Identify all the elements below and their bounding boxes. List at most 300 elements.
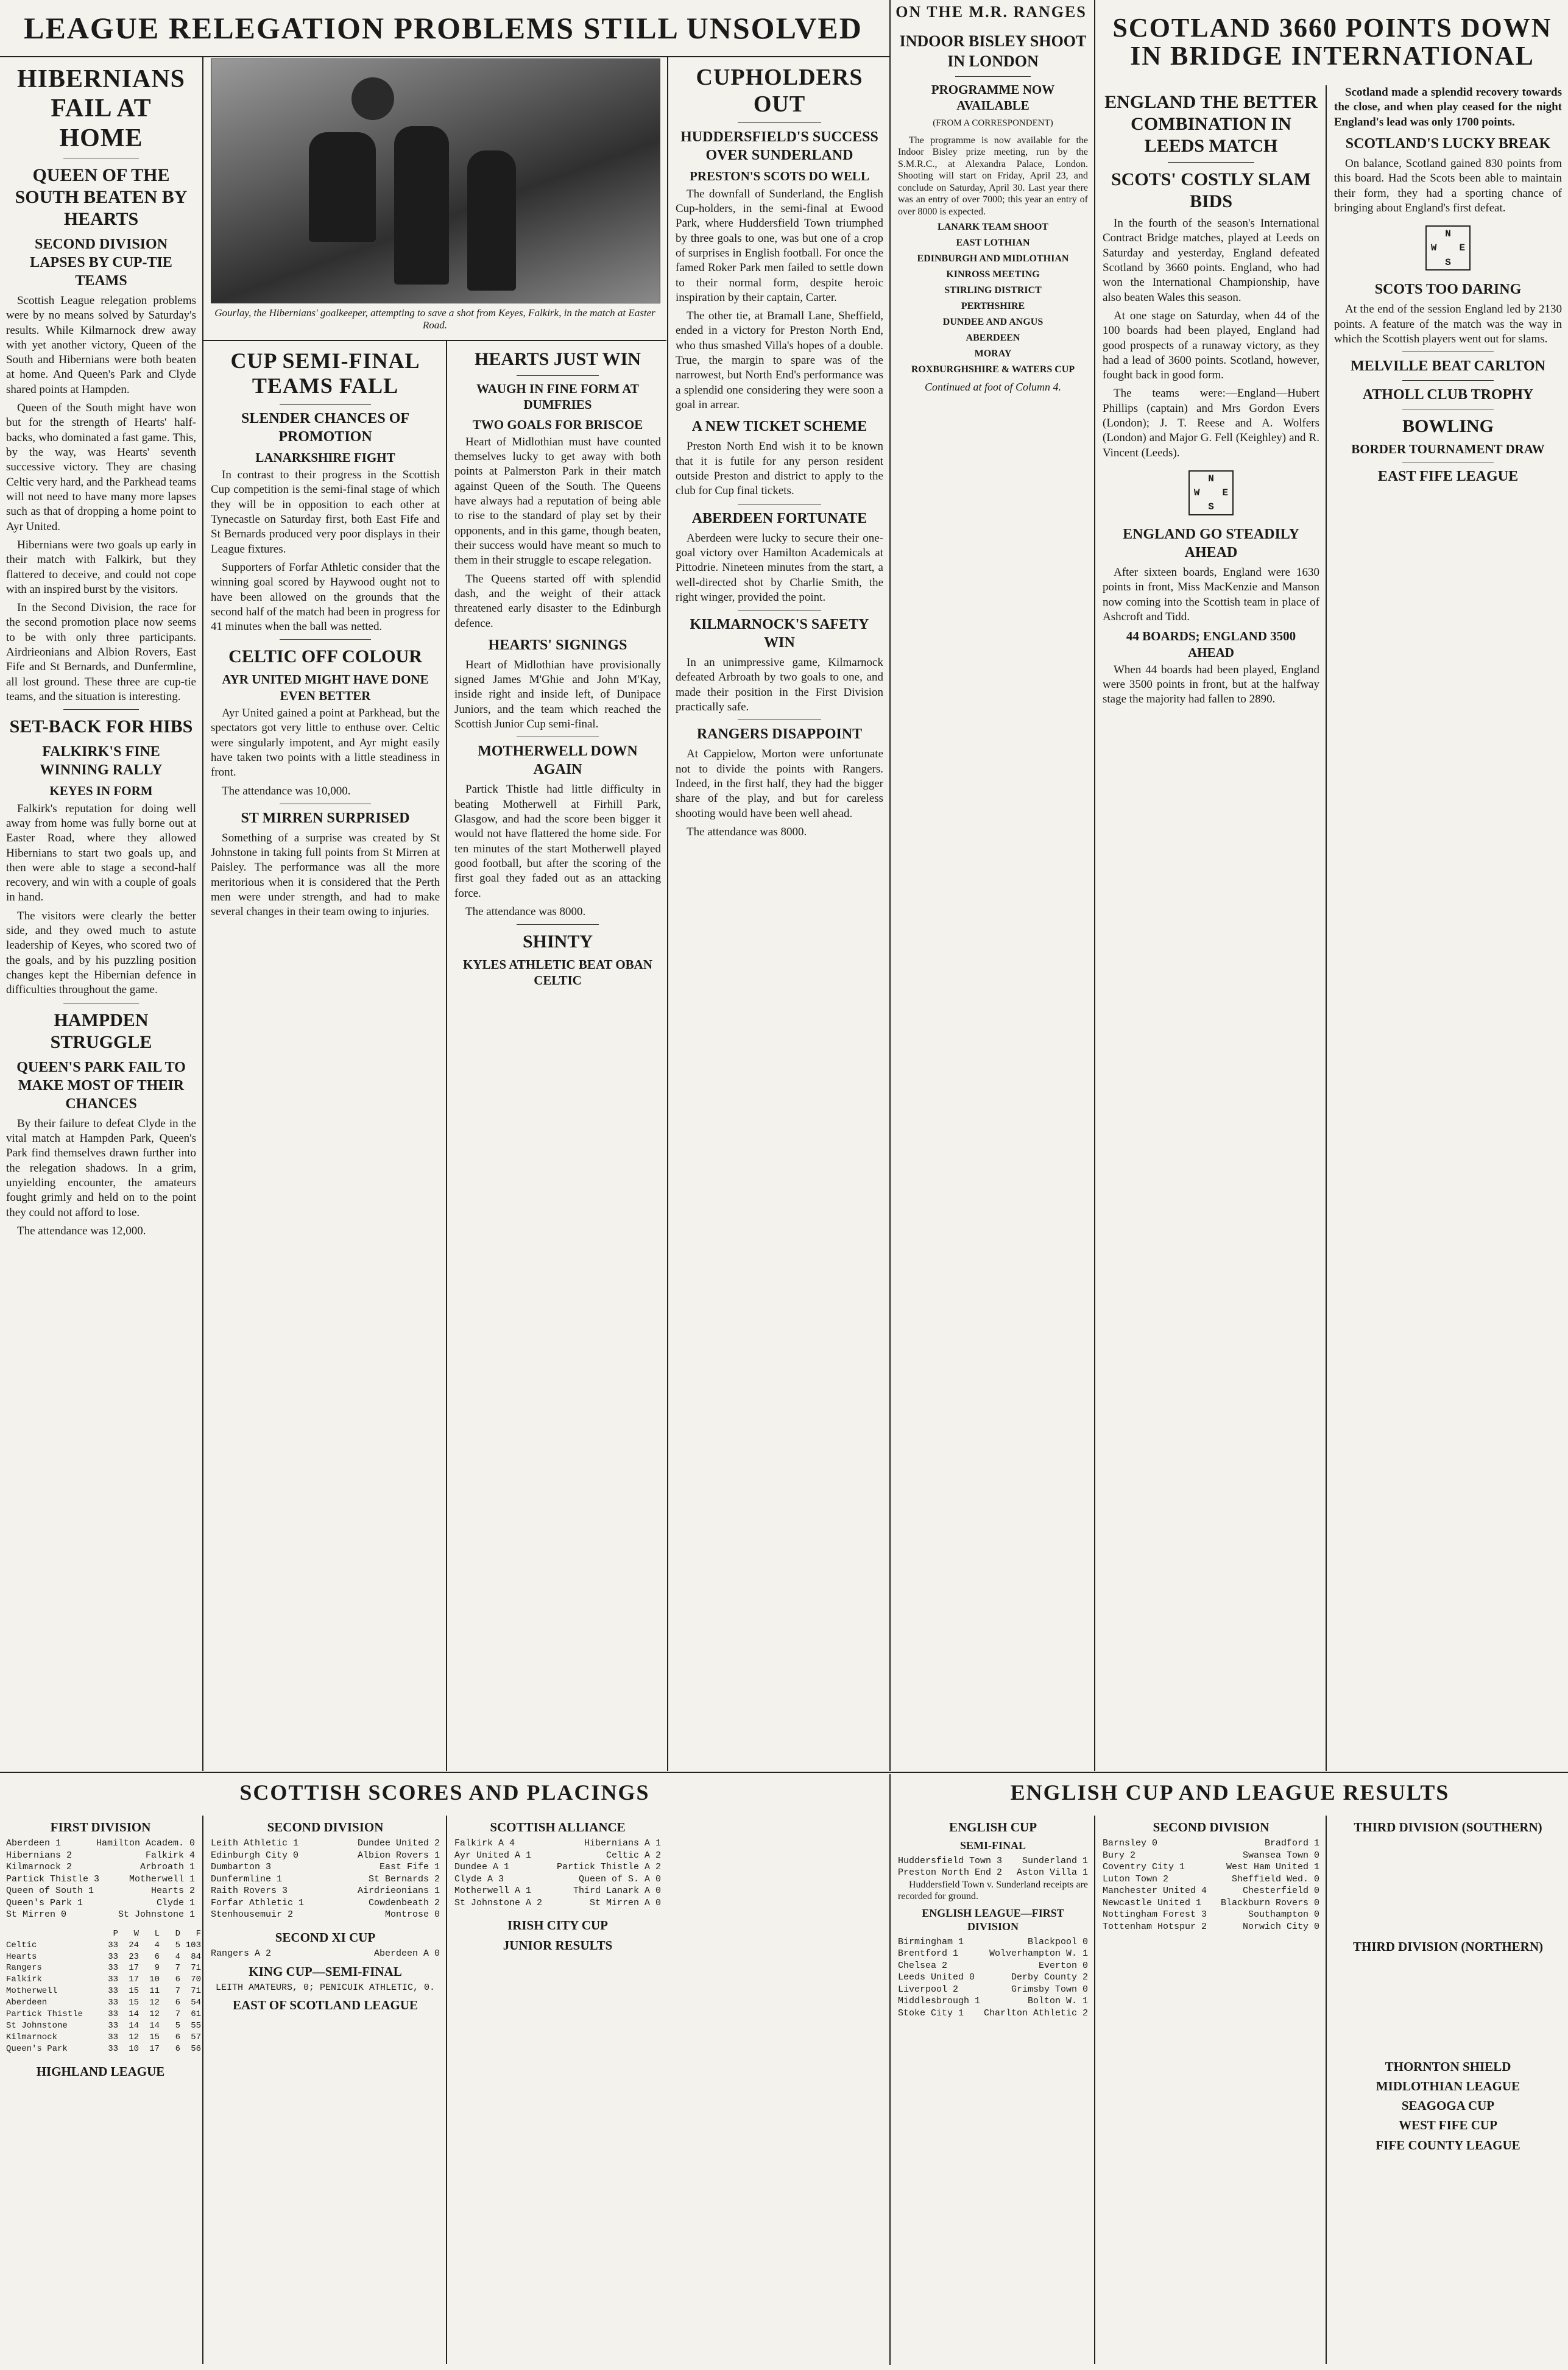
score-row bbox=[1103, 1921, 1319, 1933]
home-team: Huddersfield Town 3 bbox=[898, 1855, 1003, 1866]
article-paragraph: Heart of Midlothian must have counted themselves lucky to get away with both points at Palmerston Park in their match against Queen of the South. The Queens have always had a reputation of being able to rise to the standard of play set by their opponents, and in this game, though beaten, their success would have meant so much to them in their struggle to escape relegation. bbox=[454, 435, 661, 567]
score-row bbox=[1103, 1850, 1319, 1862]
table-row bbox=[6, 2009, 201, 2020]
score-row bbox=[898, 1960, 1088, 1972]
section-head: EAST LOTHIAN bbox=[956, 238, 1030, 249]
home-team: St Mirren 0 bbox=[6, 1909, 67, 1920]
table-cell: 33 bbox=[108, 2043, 118, 2054]
home-team: Clyde A 3 bbox=[454, 1873, 504, 1884]
away-team: Airdrieonians 1 bbox=[357, 1886, 440, 1897]
third-northern-head: THIRD DIVISION (NORTHERN) bbox=[1353, 1939, 1543, 1954]
table-team: Hearts bbox=[6, 1951, 37, 1962]
article-paragraph: By their failure to defeat Clyde in the vital match at Hampden Park, Queen's Park find themselves drawn further into the relegation shadows. In a grim, unyielding encounter, the amateurs fought grimly and held on to the point they could not afford to lose. bbox=[6, 1117, 196, 1219]
seagoga-cup-head: SEAGOGA CUP bbox=[1401, 2098, 1495, 2113]
away-team: Charlton Athletic 2 bbox=[983, 2007, 1088, 2018]
table-cell: 17 bbox=[129, 1963, 139, 1973]
score-row bbox=[1103, 1897, 1319, 1909]
headline-hearts-just-win: HEARTS JUST WIN bbox=[475, 349, 641, 369]
goalkeeper-figure bbox=[309, 132, 376, 242]
away-team: Blackburn Rovers 0 bbox=[1220, 1897, 1319, 1908]
table-cell: 14 bbox=[129, 2020, 139, 2031]
table-cell: 33 bbox=[108, 2020, 118, 2031]
home-team: Ayr United A 1 bbox=[454, 1850, 532, 1861]
away-team: Motherwell 1 bbox=[129, 1873, 195, 1884]
table-cell: 4 bbox=[175, 1951, 180, 1962]
home-team: Leeds United 0 bbox=[898, 1972, 975, 1983]
score-row bbox=[6, 1861, 195, 1873]
table-cell: 33 bbox=[108, 2032, 118, 2042]
article-paragraph: In the Second Division, the race for the second promotion place now seems to be with only three participants. Airdrieonians and Albion Rovers, East Fife and St Bernards, and Dunfermline, all lost ground. These three are cup-tie teams, and the situation is interesting. bbox=[6, 601, 196, 704]
second-xi-cup-score bbox=[211, 1948, 440, 1960]
headline-cupholders-out: CUPHOLDERS OUT bbox=[696, 65, 863, 117]
table-cell: 9 bbox=[154, 1963, 160, 1973]
score-row bbox=[898, 1984, 1088, 1996]
column-1 bbox=[0, 58, 202, 1769]
table-row bbox=[6, 1962, 201, 1974]
home-team: Preston North End 2 bbox=[898, 1867, 1003, 1878]
score-row bbox=[211, 1948, 440, 1960]
first-division-scores bbox=[6, 1838, 195, 1921]
table-cell: 10 bbox=[129, 2043, 139, 2054]
away-team: Aberdeen A 0 bbox=[373, 1948, 440, 1959]
headline-set-back-hibs: SET-BACK FOR HIBS bbox=[9, 716, 193, 737]
home-team: Raith Rovers 3 bbox=[211, 1886, 288, 1897]
fife-county-head: FIFE COUNTY LEAGUE bbox=[1376, 2137, 1520, 2152]
subhead-promotion: SLENDER CHANCES OF PROMOTION bbox=[241, 410, 410, 445]
section-head: ROXBURGHSHIRE & WATERS CUP bbox=[911, 364, 1075, 375]
table-cell: 15 bbox=[149, 2032, 160, 2042]
home-team: Stenhousemuir 2 bbox=[211, 1909, 294, 1920]
score-row bbox=[454, 1873, 661, 1886]
headline-atholl: ATHOLL CLUB TROPHY bbox=[1362, 387, 1534, 403]
score-row bbox=[898, 2007, 1088, 2020]
table-row bbox=[6, 2020, 201, 2032]
first-division-head: FIRST DIVISION bbox=[50, 1820, 151, 1834]
english-first-scores bbox=[898, 1936, 1088, 2020]
section-head: KINROSS MEETING bbox=[946, 269, 1040, 280]
article-paragraph: Aberdeen were lucky to secure their one-goal victory over Hamilton Academicals at Pittodrie. Nineteen minutes from the start, a well-directed shot by Charlie Smith, the right winger, provided the point. bbox=[676, 531, 883, 604]
score-row bbox=[211, 1838, 440, 1850]
table-cell: 54 bbox=[191, 1998, 201, 2008]
table-cell: 14 bbox=[129, 2009, 139, 2019]
table-team: Partick Thistle bbox=[6, 2009, 83, 2019]
headline-hearts-signings: HEARTS' SIGNINGS bbox=[488, 637, 627, 653]
third-southern-head: THIRD DIVISION (SOUTHERN) bbox=[1354, 1820, 1542, 1834]
subhead-keyes-form: KEYES IN FORM bbox=[49, 784, 153, 799]
home-team: Luton Town 2 bbox=[1103, 1873, 1169, 1884]
score-row bbox=[898, 1948, 1088, 1960]
section-head: PERTHSHIRE bbox=[961, 301, 1025, 312]
home-team: Dumbarton 3 bbox=[211, 1862, 272, 1873]
article-paragraph: In contrast to their progress in the Scottish Cup competition is the semi-final stage of which they will be in opposition to each other at Tynecastle on Saturday first, both East Fife and St Bernards produced very poor displays in their League fixtures. bbox=[211, 469, 440, 556]
away-team: Bradford 1 bbox=[1264, 1838, 1319, 1849]
home-team: Newcastle United 1 bbox=[1103, 1897, 1202, 1908]
table-cell: 10 bbox=[149, 1975, 160, 1985]
player-figure bbox=[467, 150, 516, 291]
home-team: Nottingham Forest 3 bbox=[1103, 1909, 1207, 1920]
table-team: Celtic bbox=[6, 1940, 37, 1950]
headline-east-fife-league: EAST FIFE LEAGUE bbox=[1377, 469, 1519, 485]
subhead-preston-scots: PRESTON'S SCOTS DO WELL bbox=[689, 169, 870, 184]
section-head: MORAY bbox=[974, 348, 1012, 359]
subhead-lanarkshire: LANARKSHIRE FIGHT bbox=[255, 450, 395, 465]
table-cell: D bbox=[175, 1928, 180, 1939]
table-cell: 12 bbox=[129, 2032, 139, 2042]
table-team: Kilmarnock bbox=[6, 2032, 58, 2042]
headline-melville: MELVILLE BEAT CARLTON bbox=[1351, 358, 1545, 375]
compass-rose: N W E S bbox=[1425, 225, 1471, 271]
away-team: Partick Thistle A 2 bbox=[556, 1862, 661, 1873]
article-paragraph: Scotland made a splendid recovery towards the close, and when play ceased for the night England's lead was only 1700 points. bbox=[1334, 86, 1562, 129]
home-team: Hibernians 2 bbox=[6, 1850, 72, 1861]
table-cell: 7 bbox=[175, 1986, 180, 1997]
table-cell: 70 bbox=[191, 1975, 201, 1985]
away-team: Swansea Town 0 bbox=[1242, 1850, 1319, 1861]
english-first-head: ENGLISH LEAGUE—FIRST DIVISION bbox=[922, 1906, 1064, 1933]
table-cell: 5 bbox=[175, 1940, 180, 1950]
headline-hibernians-fail: HIBERNIANS FAIL AT HOME bbox=[16, 65, 186, 152]
headline-lucky-break: SCOTLAND'S LUCKY BREAK bbox=[1345, 135, 1551, 152]
table-row bbox=[6, 2043, 201, 2055]
article-paragraph: Preston North End wish it to be known that it is futile for any person resident outside Preston and district to apply to the club for Cup final tickets. bbox=[676, 440, 883, 498]
article-paragraph: The teams were:—England—Hubert Phillips (captain) and Mrs Gordon Evers (London); J. T. Reese and A. Wolfers (London) and Major G. Fell (Keighley) and R. Vincent (Leeds). bbox=[1103, 387, 1319, 459]
second-division-block bbox=[205, 1816, 446, 2364]
photo-caption: Gourlay, the Hibernians' goalkeeper, attempting to save a shot from Keyes, Falkirk, in the match at Easter Road. bbox=[214, 307, 655, 331]
home-team: Partick Thistle 3 bbox=[6, 1873, 100, 1884]
banner-mr-ranges: ON THE M.R. RANGES bbox=[895, 3, 1087, 21]
subhead-kyles-athletic: KYLES ATHLETIC BEAT OBAN CELTIC bbox=[462, 957, 652, 988]
scottish-scores-heading: SCOTTISH SCORES AND PLACINGS bbox=[239, 1780, 650, 1805]
east-of-scotland-head: EAST OF SCOTLAND LEAGUE bbox=[233, 1998, 418, 2013]
column-7 bbox=[1328, 85, 1568, 1769]
compass-rose: N W E S bbox=[1188, 470, 1234, 515]
article-paragraph: At the end of the session England led by 2130 points. A feature of the match was the way in which the Scottish players went out for slams. bbox=[1334, 303, 1562, 345]
section-head: ABERDEEN bbox=[966, 333, 1020, 344]
article-paragraph: The programme is now available for the Indoor Bisley prize meeting, run by the S.M.R.C., at Alexandra Palace, London. Shooting will start on Friday, April 23, and conclude on Saturday, April 30. Last year there was an entry of over 7000; this year an entry of over 8000 is expected. bbox=[898, 135, 1088, 217]
bridge-diagram bbox=[1103, 467, 1319, 519]
score-row bbox=[6, 1885, 195, 1897]
article-paragraph: Ayr United gained a point at Parkhead, but the spectators got very little to enthuse over. Celtic were singularly impotent, and Ayr might easily have taken two points with a little steadiness in front. bbox=[211, 706, 440, 779]
home-team: Bury 2 bbox=[1103, 1850, 1136, 1861]
score-row bbox=[1103, 1838, 1319, 1850]
player-figure bbox=[394, 126, 449, 285]
english-cup-sub: SEMI-FINAL bbox=[959, 1839, 1026, 1852]
home-team: Edinburgh City 0 bbox=[211, 1850, 299, 1861]
table-cell: 17 bbox=[149, 2043, 160, 2054]
football-photo bbox=[211, 58, 660, 303]
away-team: Derby County 2 bbox=[1011, 1972, 1088, 1983]
away-team: Wolverhampton W. 1 bbox=[989, 1948, 1088, 1959]
subhead-queen-of-south: QUEEN OF THE SOUTH BEATEN BY HEARTS bbox=[15, 164, 188, 229]
headline-shinty: SHINTY bbox=[522, 932, 593, 952]
table-cell: 6 bbox=[175, 1998, 180, 2008]
table-cell: 6 bbox=[175, 2043, 180, 2054]
score-row bbox=[6, 1873, 195, 1886]
english-third-block bbox=[1328, 1816, 1568, 2364]
table-cell: 14 bbox=[149, 2020, 160, 2031]
away-team: East Fife 1 bbox=[379, 1862, 440, 1873]
article-paragraph: In an unimpressive game, Kilmarnock defeated Arbroath by two goals to one, and made their position in the First Division practically safe. bbox=[676, 656, 883, 714]
subhead-costly-slam: SCOTS' COSTLY SLAM BIDS bbox=[1111, 169, 1311, 211]
home-team: Middlesbrough 1 bbox=[898, 1996, 981, 2007]
bridge-diagram bbox=[1334, 222, 1562, 274]
table-team: Queen's Park bbox=[6, 2043, 68, 2054]
english-second-head: SECOND DIVISION bbox=[1153, 1820, 1270, 1834]
section-head: DUNDEE AND ANGUS bbox=[942, 317, 1044, 328]
section-head: EDINBURGH AND MIDLOTHIAN bbox=[917, 253, 1069, 264]
table-cell: 23 bbox=[129, 1951, 139, 1962]
subhead-falkirk-rally: FALKIRK'S FINE WINNING RALLY bbox=[40, 744, 163, 779]
home-team: Falkirk A 4 bbox=[454, 1838, 515, 1849]
table-team: Falkirk bbox=[6, 1975, 42, 1985]
table-team: Motherwell bbox=[6, 1986, 58, 1997]
english-cup-block bbox=[892, 1816, 1094, 2364]
table-cell: 57 bbox=[191, 2032, 201, 2042]
away-team: Blackpool 0 bbox=[1027, 1936, 1088, 1947]
table-team: Aberdeen bbox=[6, 1998, 48, 2008]
table-cell: 11 bbox=[149, 1986, 160, 1997]
column-2 bbox=[205, 342, 446, 1769]
section-head: STIRLING DISTRICT bbox=[944, 285, 1042, 296]
away-team: Grimsby Town 0 bbox=[1011, 1984, 1088, 1995]
score-row bbox=[454, 1897, 661, 1909]
thornton-shield-head: THORNTON SHIELD bbox=[1385, 2059, 1511, 2074]
home-team: Coventry City 1 bbox=[1103, 1862, 1185, 1873]
first-division-block bbox=[0, 1816, 201, 2364]
home-team: Dunfermline 1 bbox=[211, 1873, 283, 1884]
table-cell: 6 bbox=[154, 1951, 160, 1962]
headline-cup-semi-final: CUP SEMI-FINAL TEAMS FALL bbox=[230, 348, 420, 398]
away-team: West Ham United 1 bbox=[1226, 1862, 1319, 1873]
table-cell: F bbox=[196, 1928, 201, 1939]
away-team: St Mirren A 0 bbox=[589, 1897, 661, 1908]
home-team: Chelsea 2 bbox=[898, 1960, 948, 1971]
score-row bbox=[211, 1897, 440, 1909]
table-row bbox=[6, 1940, 201, 1951]
table-cell: 56 bbox=[191, 2043, 201, 2054]
english-results-heading: ENGLISH CUP AND LEAGUE RESULTS bbox=[1010, 1780, 1450, 1805]
table-team bbox=[6, 1928, 97, 1940]
subhead-border-draw: BORDER TOURNAMENT DRAW bbox=[1351, 442, 1545, 457]
continued-note: Continued at foot of Column 4. bbox=[924, 381, 1061, 394]
subhead-briscoe: TWO GOALS FOR BRISCOE bbox=[472, 417, 643, 432]
away-team: St Johnstone 1 bbox=[118, 1909, 195, 1920]
headline-kilmarnock-safety: KILMARNOCK'S SAFETY WIN bbox=[690, 617, 869, 651]
table-cell: 71 bbox=[191, 1986, 201, 1997]
away-team: St Bernards 2 bbox=[368, 1873, 440, 1884]
table-row bbox=[6, 1986, 201, 1997]
away-team: Montrose 0 bbox=[384, 1909, 440, 1920]
away-team: Sunderland 1 bbox=[1022, 1855, 1088, 1866]
section-head: LANARK TEAM SHOOT bbox=[938, 222, 1048, 233]
home-team: Rangers A 2 bbox=[211, 1948, 272, 1959]
article-paragraph: The other tie, at Bramall Lane, Sheffield, ended in a victory for Preston North End, who thus smashed Villa's hopes of a double. True, the margin to spare was of the narrowest, but North End's performance was a splendid one considering they were soon a goal in arrear. bbox=[676, 310, 883, 411]
score-row bbox=[1103, 1861, 1319, 1873]
table-cell: 7 bbox=[175, 2009, 180, 2019]
table-header bbox=[6, 1928, 201, 1940]
table-cell: 6 bbox=[175, 1975, 180, 1985]
headline-scots-too-daring: SCOTS TOO DARING bbox=[1374, 281, 1522, 298]
away-team: Aston Villa 1 bbox=[1016, 1867, 1088, 1878]
away-team: Cowdenbeath 2 bbox=[368, 1897, 440, 1908]
table-cell: 33 bbox=[108, 2009, 118, 2019]
away-team: Clyde 1 bbox=[156, 1897, 195, 1908]
article-paragraph: Queen of the South might have won but for the strength of Hearts' half-backs, who dominated a fast game. This, by the way, was Hearts' seventh successive victory. They are chasing Celtic very hard, and the Parkhead teams will not need to have many more lapses such as that of dropping a home point to Ayr United. bbox=[6, 401, 196, 533]
photo-block bbox=[205, 58, 665, 339]
table-row bbox=[6, 1951, 201, 1963]
midlothian-league-head: MIDLOTHIAN LEAGUE bbox=[1376, 2078, 1520, 2093]
headline-england-ahead: ENGLAND GO STEADILY AHEAD bbox=[1123, 526, 1299, 561]
article-paragraph: The attendance was 8000. bbox=[687, 825, 807, 838]
table-cell: 71 bbox=[191, 1963, 201, 1973]
home-team: Brentford 1 bbox=[898, 1948, 959, 1959]
table-cell: 33 bbox=[108, 1986, 118, 1997]
table-row bbox=[6, 1997, 201, 2009]
home-team: Queen of South 1 bbox=[6, 1886, 94, 1897]
subhead-england-better: ENGLAND THE BETTER COMBINATION IN LEEDS MATCH bbox=[1104, 92, 1318, 156]
headline-st-mirren: ST MIRREN SURPRISED bbox=[241, 810, 410, 826]
away-team: Celtic A 2 bbox=[606, 1850, 661, 1861]
article-paragraph: The Queens started off with splendid dash, and the weight of their attack threatened early disaster to the Edinburgh defence. bbox=[454, 572, 661, 630]
article-paragraph: The visitors were clearly the better side, and they owed much to astute leadership of Keyes, who scored two of the goals, and by his puzzling position changes kept the Hibernian defence in difficulties throughout the game. bbox=[6, 909, 196, 997]
score-row bbox=[211, 1885, 440, 1897]
score-row bbox=[898, 1867, 1088, 1879]
headline-rangers-disappoint: RANGERS DISAPPOINT bbox=[696, 726, 863, 743]
article-paragraph: The downfall of Sunderland, the English Cup-holders, in the semi-final at Ewood Park, where Huddersfield Town triumphed by three goals to one, was but one of a crop of surprises in English football. For once the famed Roker Park men failed to settle down to their normal form, despite heroic inspiration by their captain, Carter. bbox=[676, 187, 883, 304]
subhead-huddersfield: HUDDERSFIELD'S SUCCESS OVER SUNDERLAND bbox=[680, 129, 878, 164]
home-team: Motherwell A 1 bbox=[454, 1886, 532, 1897]
score-row bbox=[454, 1861, 661, 1873]
score-row bbox=[211, 1850, 440, 1862]
home-team: Kilmarnock 2 bbox=[6, 1862, 72, 1873]
table-cell: 33 bbox=[108, 1940, 118, 1950]
away-team: Bolton W. 1 bbox=[1027, 1996, 1088, 2007]
king-cup-head: KING CUP—SEMI-FINAL bbox=[249, 1964, 402, 1979]
headline-44-boards: 44 BOARDS; ENGLAND 3500 AHEAD bbox=[1126, 629, 1296, 660]
score-row bbox=[6, 1897, 195, 1909]
article-paragraph: Hibernians were two goals up early in their match with Falkirk, but they flattered to deceive, and could not cope with an inspired burst by the visitors. bbox=[6, 538, 196, 596]
west-fife-cup-head: WEST FIFE CUP bbox=[1399, 2118, 1497, 2133]
highland-league-head: HIGHLAND LEAGUE bbox=[36, 2064, 165, 2079]
second-division-head: SECOND DIVISION bbox=[267, 1820, 384, 1834]
away-team: Southampton 0 bbox=[1248, 1909, 1319, 1920]
alliance-block bbox=[448, 1816, 667, 2364]
score-row bbox=[898, 1936, 1088, 1948]
home-team: Aberdeen 1 bbox=[6, 1838, 62, 1849]
table-cell: 4 bbox=[154, 1940, 160, 1950]
table-row bbox=[6, 2032, 201, 2043]
home-team: St Johnstone A 2 bbox=[454, 1897, 543, 1908]
article-paragraph: When 44 boards had been played, England were 3500 points in front, but at the halfway stage the majority had fallen to 2890. bbox=[1103, 663, 1319, 706]
second-division-scores bbox=[211, 1838, 440, 1921]
column-3 bbox=[448, 342, 667, 1769]
score-row bbox=[211, 1909, 440, 1921]
article-paragraph: Scottish League relegation problems were by no means solved by Saturday's results. While Kilmarnock drew away with yet another victory, Queen of the South and Hibernians were both beaten at home. And Queen's Park and Clyde shared points at Hampden. bbox=[6, 294, 196, 396]
headline-celtic-off-colour: CELTIC OFF COLOUR bbox=[228, 646, 422, 667]
away-team: Arbroath 1 bbox=[139, 1862, 195, 1873]
irish-city-cup-head: IRISH CITY CUP bbox=[507, 1918, 608, 1933]
table-cell: 7 bbox=[175, 1963, 180, 1973]
subhead-queens-park-chances: QUEEN'S PARK FAIL TO MAKE MOST OF THEIR CHANCES bbox=[16, 1059, 186, 1112]
headline-new-ticket-scheme: A NEW TICKET SCHEME bbox=[691, 419, 867, 435]
banner-bridge-international: SCOTLAND 3660 POINTS DOWN IN BRIDGE INTERNATIONAL bbox=[1112, 12, 1552, 71]
home-team: Tottenham Hotspur 2 bbox=[1103, 1921, 1207, 1932]
column-4 bbox=[669, 58, 889, 1769]
headline-hampden-struggle: HAMPDEN STRUGGLE bbox=[50, 1010, 152, 1052]
table-team: Rangers bbox=[6, 1963, 42, 1973]
score-row bbox=[1103, 1873, 1319, 1886]
article-paragraph: Falkirk's reputation for doing well away from home was fully borne out at Easter Road, where they allowed Hibernians to start two goals up, and then were able to stage a second-half recovery, and win with a couple of goals in hand. bbox=[6, 802, 196, 904]
article-paragraph: The attendance was 10,000. bbox=[222, 784, 351, 798]
table-cell: 103 bbox=[185, 1940, 201, 1950]
football-ball bbox=[351, 77, 394, 120]
article-paragraph: Supporters of Forfar Athletic consider that the winning goal scored by Haywood ought not to have been allowed on the grounds that the second half of the match had been in progress for 41 minutes when the ball was netted. bbox=[211, 561, 440, 634]
table-cell: 24 bbox=[129, 1940, 139, 1950]
banner-league-relegation: LEAGUE RELEGATION PROBLEMS STILL UNSOLVED bbox=[24, 11, 863, 45]
score-row bbox=[6, 1838, 195, 1850]
subhead-programme: PROGRAMME NOW AVAILABLE bbox=[931, 82, 1055, 113]
article-paragraph: At Cappielow, Morton were unfortunate not to divide the points with Rangers. Indeed, in the first half, they had the bigger share of the play, and but for careless shooting would have been well ahead. bbox=[676, 748, 883, 820]
article-paragraph: In the fourth of the season's International Contract Bridge matches, played at Leeds on Saturday and yesterday, England defeated Scotland by 3660 points. England, who had won the International Championship, have also beaten Wales this season. bbox=[1103, 217, 1319, 304]
home-team: Leith Athletic 1 bbox=[211, 1838, 299, 1849]
headline-motherwell-down: MOTHERWELL DOWN AGAIN bbox=[478, 743, 638, 778]
king-cup-line: LEITH AMATEURS, 0; PENICUIK ATHLETIC, 0. bbox=[215, 1982, 436, 1993]
home-team: Liverpool 2 bbox=[898, 1984, 959, 1995]
subhead-ayr-united: AYR UNITED MIGHT HAVE DONE EVEN BETTER bbox=[222, 672, 429, 703]
score-row bbox=[1103, 1909, 1319, 1921]
table-cell: 15 bbox=[129, 1986, 139, 1997]
english-second-block bbox=[1097, 1816, 1326, 2364]
score-row bbox=[1103, 1885, 1319, 1897]
away-team: Hibernians A 1 bbox=[584, 1838, 661, 1849]
away-team: Sheffield Wed. 0 bbox=[1231, 1873, 1319, 1884]
home-team: Manchester United 4 bbox=[1103, 1886, 1207, 1897]
article-paragraph: On balance, Scotland gained 830 points from this board. Had the Scots been able to maintain their form, they had a sporting chance of bringing about England's first defeat. bbox=[1334, 157, 1562, 214]
subhead-second-division: SECOND DIVISION LAPSES BY CUP-TIE TEAMS bbox=[30, 236, 172, 289]
article-paragraph: Heart of Midlothian have provisionally signed James M'Ghie and John M'Kay, inside right and inside left, of Dunipace Juniors, and the team which reached the Scottish Junior Cup semi-final. bbox=[454, 658, 661, 731]
table-team: St Johnstone bbox=[6, 2020, 68, 2031]
table-cell: 33 bbox=[108, 1951, 118, 1962]
table-cell: P bbox=[113, 1928, 118, 1939]
article-paragraph: The attendance was 8000. bbox=[465, 905, 586, 918]
table-cell: 17 bbox=[129, 1975, 139, 1985]
byline: (FROM A CORRESPONDENT) bbox=[933, 118, 1053, 128]
away-team: Albion Rovers 1 bbox=[357, 1850, 440, 1861]
english-cup-head: ENGLISH CUP bbox=[948, 1820, 1037, 1834]
article-paragraph: Partick Thistle had little difficulty in beating Motherwell at Firhill Park, Glasgow, and had the score been bigger it would not have flattered the home side. For ten minutes of the start Motherwell played good football, but after the scoring of the first goal they faded out as an attacking force. bbox=[454, 783, 661, 900]
away-team: Dundee United 2 bbox=[357, 1838, 440, 1849]
column-5 bbox=[892, 27, 1094, 1769]
table-cell: W bbox=[133, 1928, 139, 1939]
away-team: Third Lanark A 0 bbox=[573, 1886, 661, 1897]
score-row bbox=[211, 1861, 440, 1873]
score-row bbox=[454, 1850, 661, 1862]
table-cell: 33 bbox=[108, 1998, 118, 2008]
score-row bbox=[6, 1850, 195, 1862]
column-6 bbox=[1097, 85, 1326, 1769]
article-paragraph: At one stage on Saturday, when 44 of the 100 boards had been played, England had good prospects of a runaway victory, as they had a lead of 3600 points. Scotland, however, fought back in good form. bbox=[1103, 309, 1319, 382]
table-cell: 5 bbox=[175, 2020, 180, 2031]
away-team: Everton 0 bbox=[1038, 1960, 1088, 1971]
english-cup-note: Huddersfield Town v. Sunderland receipts are recorded for ground. bbox=[898, 1879, 1088, 1902]
score-row bbox=[211, 1873, 440, 1886]
away-team: Falkirk 4 bbox=[145, 1850, 195, 1861]
away-team: Chesterfield 0 bbox=[1242, 1886, 1319, 1897]
away-team: Queen of S. A 0 bbox=[578, 1873, 661, 1884]
home-team: Barnsley 0 bbox=[1103, 1838, 1158, 1849]
home-team: Stoke City 1 bbox=[898, 2007, 964, 2018]
article-paragraph: After sixteen boards, England were 1630 points in front, Miss MacKenzie and Manson now coming into the Scottish team in place of Ashcroft and Tidd. bbox=[1103, 566, 1319, 623]
